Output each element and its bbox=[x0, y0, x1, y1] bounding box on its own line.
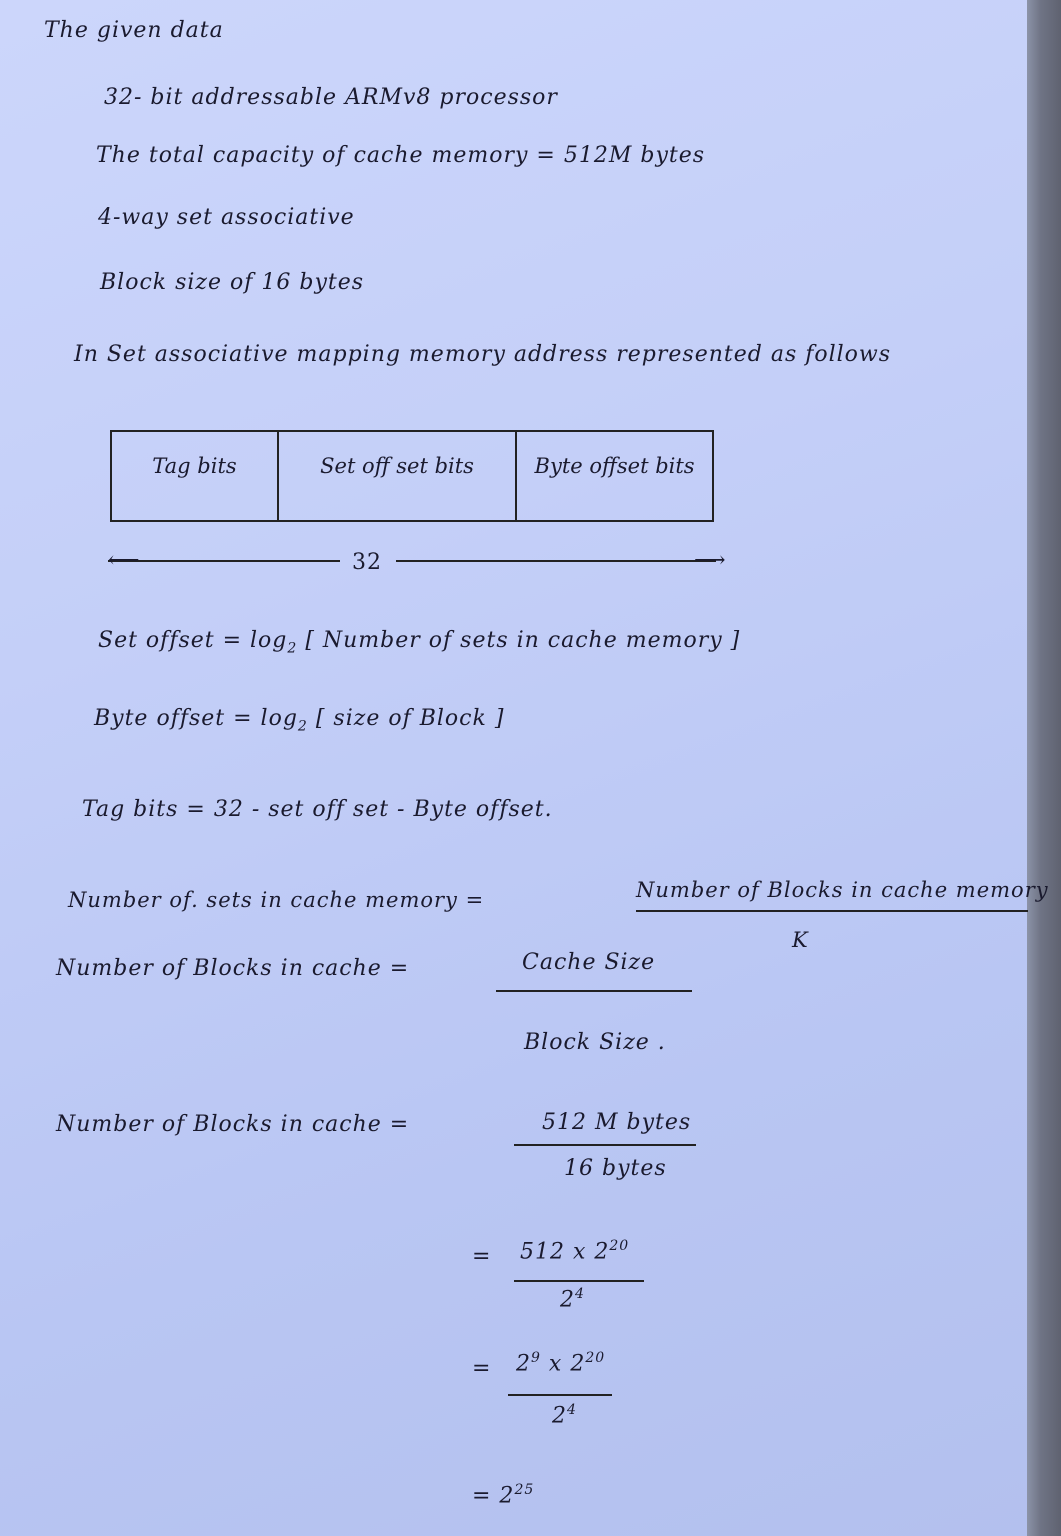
arrow-right-head: ⟶ bbox=[694, 548, 727, 573]
sets-fraction-bar bbox=[636, 910, 1028, 912]
step2-fraction-bar bbox=[508, 1394, 612, 1396]
blocks-fraction-bar-1 bbox=[496, 990, 692, 992]
tag-bits-cell: Tag bits bbox=[111, 431, 278, 521]
byte-offset-formula: Byte offset = $\log_2$ [ size of Block ] bbox=[94, 706, 505, 735]
set-offset-formula: Set offset = $\log_2$ [ Number of sets in cache memory ] bbox=[98, 628, 741, 657]
blocks-fraction-bar-2 bbox=[514, 1144, 696, 1146]
step1-equals: = bbox=[472, 1244, 492, 1269]
set-offset-cell: Set off set bits bbox=[278, 431, 516, 521]
blocks-numerator-2: 512 M bytes bbox=[542, 1110, 692, 1135]
step2-denominator: $2^4$ bbox=[552, 1402, 577, 1429]
arrow-left-head: ⟵ bbox=[108, 548, 141, 573]
step1-fraction-bar bbox=[514, 1280, 644, 1282]
final-result: = $2^{25}$ bbox=[472, 1482, 535, 1509]
width-arrow-left bbox=[108, 560, 340, 562]
processor-line: 32- bit addressable ARMv8 processor bbox=[104, 85, 558, 110]
step2-numerator: $2^9$ x $2^{20}$ bbox=[516, 1350, 606, 1377]
step1-denominator: $2^4$ bbox=[560, 1286, 585, 1313]
sets-numerator: Number of Blocks in cache memory bbox=[636, 878, 1049, 902]
width-label: 32 bbox=[352, 550, 382, 575]
given-heading: The given data bbox=[44, 18, 224, 43]
width-arrow-right bbox=[396, 560, 716, 562]
sets-denominator: K bbox=[792, 928, 809, 952]
intro-line: In Set associative mapping memory address represented as follows bbox=[74, 342, 892, 367]
sets-label: Number of. sets in cache memory = bbox=[68, 888, 485, 912]
tag-bits-formula: Tag bits = 32 - set off set - Byte offset. bbox=[82, 797, 553, 822]
byte-offset-cell: Byte offset bits bbox=[516, 431, 713, 521]
page-edge bbox=[1027, 0, 1061, 1536]
step2-equals: = bbox=[472, 1356, 492, 1381]
blocks-numerator-1: Cache Size bbox=[522, 950, 656, 975]
step1-numerator: 512 x $2^{20}$ bbox=[520, 1238, 630, 1265]
address-format-table bbox=[110, 430, 714, 522]
blocks-denominator-1: Block Size . bbox=[524, 1030, 666, 1055]
capacity-line: The total capacity of cache memory = 512M bytes bbox=[96, 143, 706, 168]
block-size-line: Block size of 16 bytes bbox=[100, 270, 365, 295]
blocks-denominator-2: 16 bytes bbox=[564, 1156, 667, 1181]
blocks-label-2: Number of Blocks in cache = bbox=[56, 1112, 410, 1137]
blocks-label-1: Number of Blocks in cache = bbox=[56, 956, 410, 981]
associativity-line: 4-way set associative bbox=[98, 205, 355, 230]
